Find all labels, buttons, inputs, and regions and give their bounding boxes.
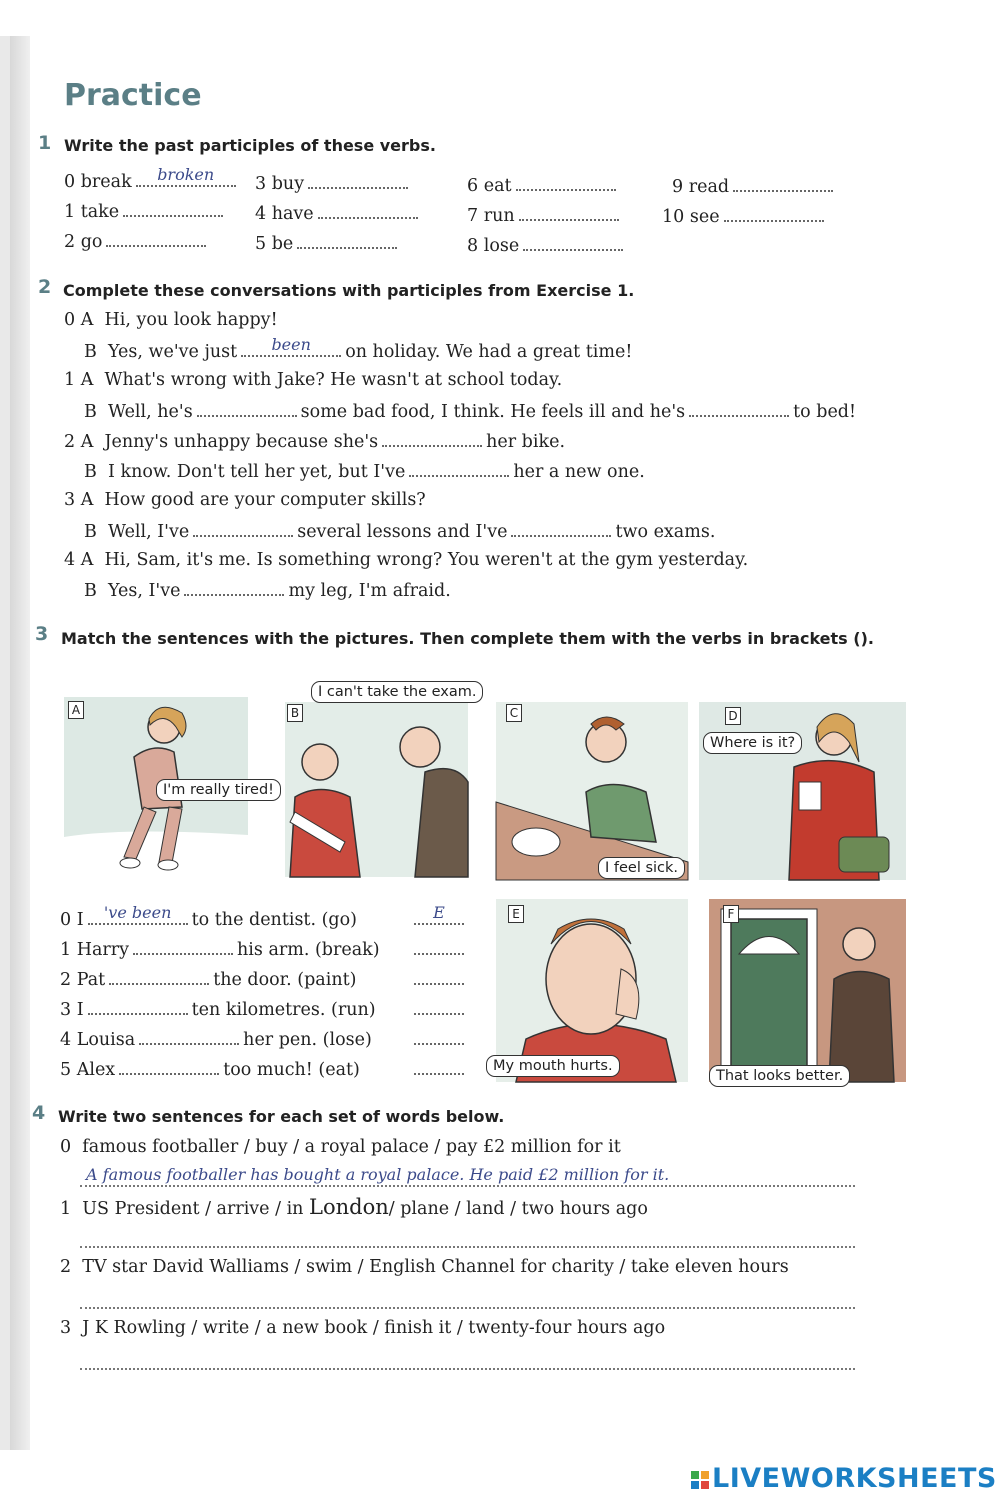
ex1-item-6: 6 eat [467, 174, 620, 196]
ex1-item-5: 5 be [255, 232, 401, 254]
picture-b [283, 700, 470, 879]
ex1-answer-10[interactable] [724, 205, 824, 222]
page-title: Practice [64, 78, 202, 113]
ex3-match-1 [410, 938, 468, 960]
picture-e-speech-bubble: My mouth hurts. [486, 1055, 620, 1077]
picture-d [697, 700, 908, 882]
ex3-match-5 [410, 1058, 468, 1080]
ex3-match-box-0[interactable]: E [414, 908, 464, 925]
ex3-answer-2[interactable] [109, 968, 209, 985]
ex3-answer-5[interactable] [119, 1058, 219, 1075]
exercise-1-number: 1 [38, 132, 52, 154]
page-shadow [10, 36, 32, 1450]
painted-door-illustration [709, 899, 906, 1082]
ex3-match-0 [410, 903, 468, 930]
ex1-answer-7[interactable] [519, 204, 619, 221]
ex3-answer-4[interactable] [139, 1028, 239, 1045]
ex1-answer-5[interactable] [297, 232, 397, 249]
liveworksheets-logo: LIVEWORKSHEETS [690, 1463, 997, 1494]
ex1-item-3: 3 buy [255, 172, 412, 194]
ex3-item-1: 1 Harry his arm. (break) [60, 940, 380, 960]
ex1-item-0: 0 break broken [64, 170, 240, 192]
picture-a [62, 695, 274, 879]
ex2-line-1a: 1 A What's wrong with Jake? He wasn't at school today. [64, 370, 563, 390]
ex3-match-box-1[interactable] [414, 938, 464, 955]
ex3-item-4: 4 Louisa her pen. (lose) [60, 1030, 372, 1050]
ex3-match-box-3[interactable] [414, 998, 464, 1015]
ex3-item-2: 2 Pat the door. (paint) [60, 970, 357, 990]
ex3-item-0: 0 I 've been to the dentist. (go) [60, 903, 357, 930]
broken-arm-illustration [285, 702, 468, 877]
ex2-answer-2b[interactable] [409, 460, 509, 477]
ex3-match-2 [410, 968, 468, 990]
exercise-4-number: 4 [32, 1102, 46, 1124]
ex3-answer-1[interactable] [133, 938, 233, 955]
ex1-answer-0[interactable]: broken [136, 170, 236, 187]
ex1-item-9: 9 read [672, 175, 837, 197]
picture-c-speech-bubble: I feel sick. [598, 857, 685, 879]
picture-b-speech-bubble: I can't take the exam. [311, 681, 483, 703]
ex2-answer-4[interactable] [184, 579, 284, 596]
ex2-line-1b: B Well, he's some bad food, I think. He feels ill and he's to bed! [84, 402, 857, 422]
ex4-prompt-0: 0 famous footballer / buy / a royal palace / pay £2 million for it [60, 1137, 621, 1157]
ex1-answer-2[interactable] [106, 230, 206, 247]
ex4-answer-line-1[interactable] [80, 1226, 855, 1248]
ex2-answer-0[interactable]: been [241, 340, 341, 357]
ex2-line-3a: 3 A How good are your computer skills? [64, 490, 426, 510]
ex1-item-8: 8 lose [467, 234, 627, 256]
ex4-prompt-3: 3 J K Rowling / write / a new book / finish it / twenty-four hours ago [60, 1318, 666, 1338]
picture-f [707, 897, 908, 1084]
exercise-3-instruction: Match the sentences with the pictures. Then complete them with the verbs in brackets (). [61, 629, 874, 648]
ex1-answer-9[interactable] [733, 175, 833, 192]
ex4-prompt-2: 2 TV star David Walliams / swim / English Channel for charity / take eleven hours [60, 1257, 789, 1277]
picture-a-label: A [68, 701, 84, 719]
ex1-item-7: 7 run [467, 204, 623, 226]
lost-pen-illustration [699, 702, 906, 880]
ex2-answer-3a[interactable] [193, 520, 293, 537]
picture-e [494, 897, 690, 1084]
logo-grid-icon [690, 1470, 712, 1490]
ex1-item-4: 4 have [255, 202, 422, 224]
ex2-line-2b: B I know. Don't tell her yet, but I've her a new one. [84, 462, 645, 482]
ex1-answer-8[interactable] [523, 234, 623, 251]
ex1-answer-6[interactable] [516, 174, 616, 191]
picture-b-label: B [287, 704, 303, 722]
ex3-item-5: 5 Alex too much! (eat) [60, 1060, 360, 1080]
ex2-answer-3b[interactable] [511, 520, 611, 537]
ex1-answer-3[interactable] [308, 172, 408, 189]
picture-c [494, 700, 690, 882]
exercise-2-instruction: Complete these conversations with participles from Exercise 1. [63, 281, 635, 300]
picture-f-label: F [723, 905, 739, 923]
ex4-prompt-1: 1 US President / arrive / in London/ plane / land / two hours ago [60, 1195, 648, 1219]
ex2-line-0b: B Yes, we've just been on holiday. We had a great time! [84, 335, 633, 362]
exercise-1-instruction: Write the past participles of these verbs. [64, 136, 436, 155]
picture-f-speech-bubble: That looks better. [709, 1065, 850, 1087]
ex2-answer-1a[interactable] [197, 400, 297, 417]
ex3-answer-3[interactable] [88, 998, 188, 1015]
picture-c-label: C [506, 704, 522, 722]
ex3-item-3: 3 I ten kilometres. (run) [60, 1000, 376, 1020]
ex1-item-10: 10 see [662, 205, 828, 227]
exercise-3-number: 3 [35, 623, 49, 645]
ex2-line-3b: B Well, I've several lessons and I've two exams. [84, 522, 716, 542]
ex3-match-box-4[interactable] [414, 1028, 464, 1045]
ex2-answer-2a[interactable] [382, 430, 482, 447]
ex2-line-2a: 2 A Jenny's unhappy because she's her bike. [64, 432, 566, 452]
ex3-match-box-2[interactable] [414, 968, 464, 985]
ex1-answer-4[interactable] [318, 202, 418, 219]
ex4-answer-line-2[interactable] [80, 1287, 855, 1309]
ex1-item-2: 2 go [64, 230, 210, 252]
picture-d-label: D [725, 707, 741, 725]
ex3-answer-0[interactable]: 've been [88, 908, 188, 925]
ex3-match-box-5[interactable] [414, 1058, 464, 1075]
ex1-answer-1[interactable] [123, 200, 223, 217]
exercise-2-number: 2 [38, 276, 52, 298]
feel-sick-illustration [496, 702, 688, 880]
ex2-line-4b: B Yes, I've my leg, I'm afraid. [84, 581, 451, 601]
ex2-answer-1b[interactable] [689, 400, 789, 417]
ex4-answer-line-0[interactable]: A famous footballer has bought a royal palace. He paid £2 million for it. [80, 1165, 855, 1187]
ex3-match-4 [410, 1028, 468, 1050]
ex2-line-4a: 4 A Hi, Sam, it's me. Is something wrong? You weren't at the gym yesterday. [64, 550, 749, 570]
ex1-item-1: 1 take [64, 200, 227, 222]
ex3-match-3 [410, 998, 468, 1020]
ex4-answer-line-3[interactable] [80, 1348, 855, 1370]
picture-a-speech-bubble: I'm really tired! [156, 779, 281, 801]
picture-e-label: E [508, 905, 524, 923]
exercise-4-instruction: Write two sentences for each set of words below. [58, 1107, 505, 1126]
ex2-line-0a: 0 A Hi, you look happy! [64, 310, 278, 330]
picture-d-speech-bubble: Where is it? [703, 732, 802, 754]
